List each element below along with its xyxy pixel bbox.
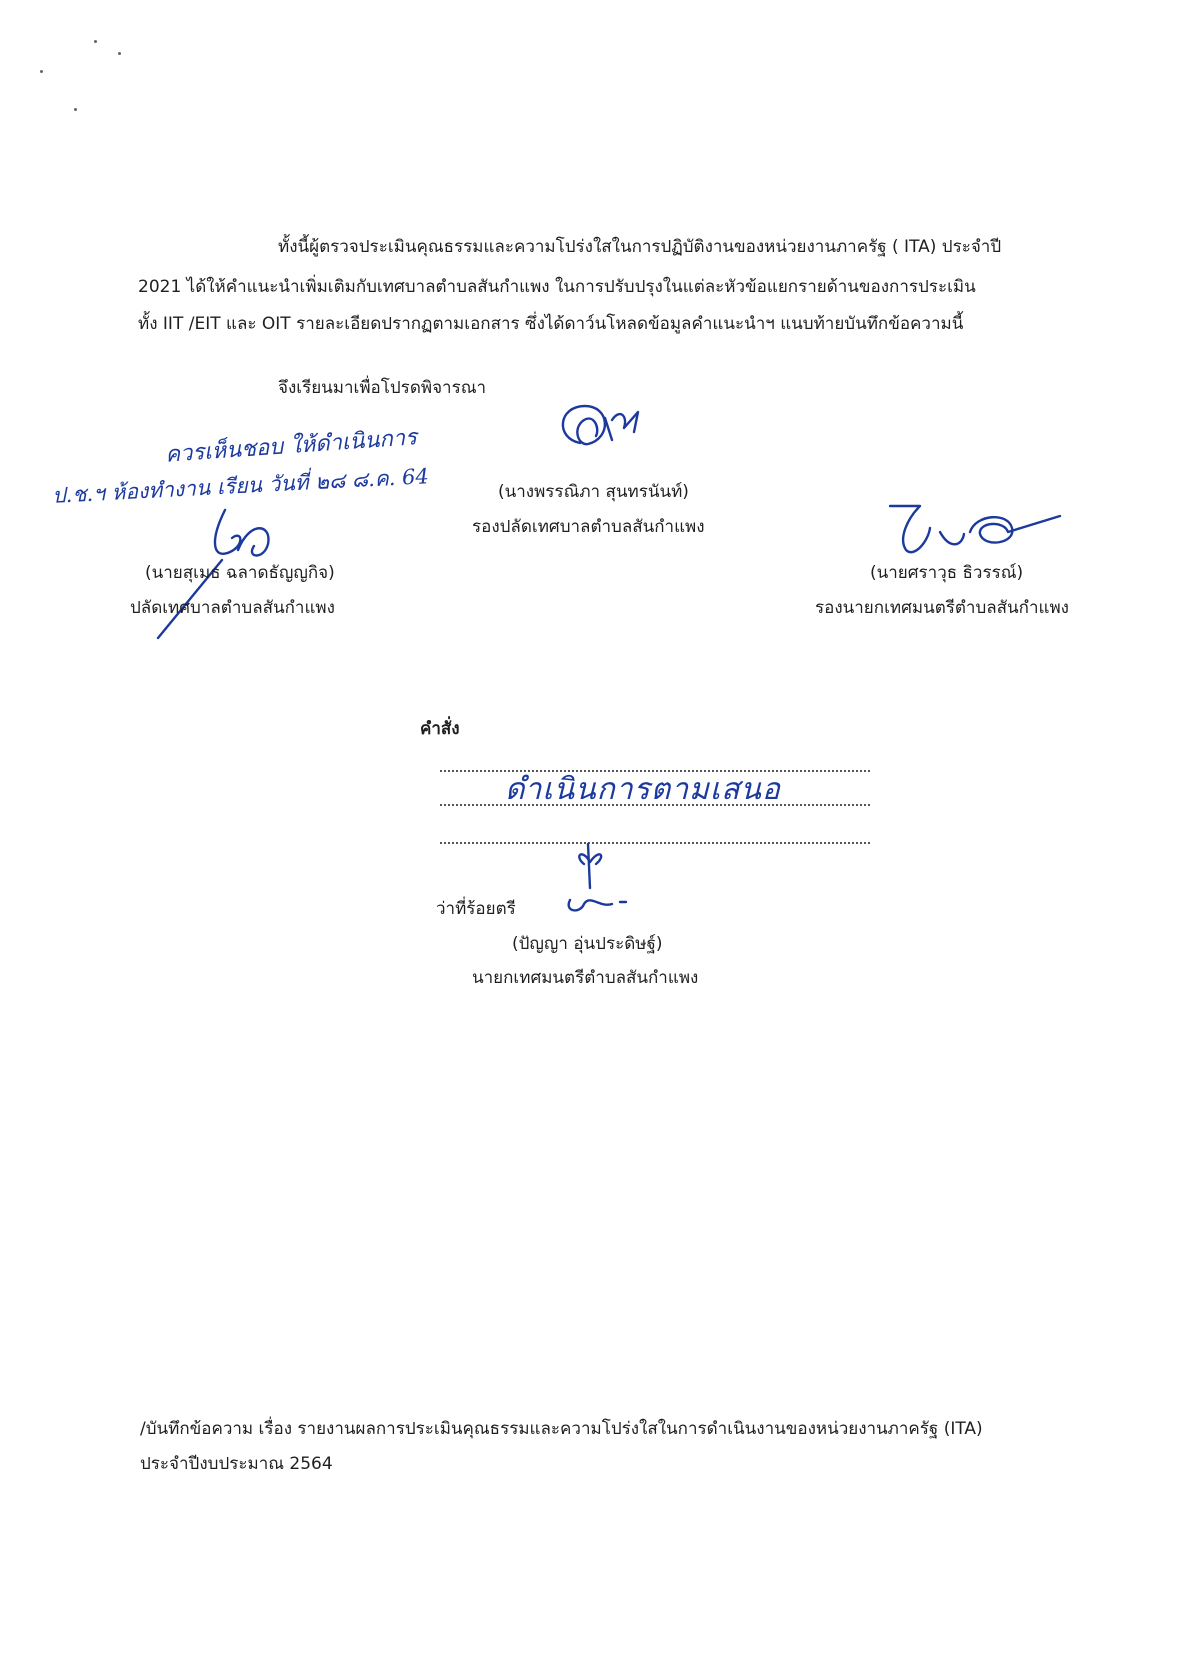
- footer-line-2: ประจำปีงบประมาณ 2564: [140, 1454, 333, 1474]
- deputy-mayor-position: รองนายกเทศมนตรีตำบลสันกำแพง: [815, 598, 1069, 618]
- footer-line-1: /บันทึกข้อความ เรื่อง รายงานผลการประเมินคุณธรรมและความโปร่งใสในการดำเนินงานของหน่วยงานภาครัฐ (ITA): [140, 1419, 983, 1439]
- mayor-rank: ว่าที่ร้อยตรี: [436, 899, 516, 919]
- order-line-3: [440, 842, 870, 844]
- order-heading: คำสั่ง: [420, 719, 460, 739]
- signature-deputy-mayor: [880, 498, 1070, 560]
- order-handwritten-text: ดำเนินการตามเสนอ: [505, 772, 781, 807]
- deputy-clerk-position: รองปลัดเทศบาลตำบลสันกำแพง: [472, 517, 705, 537]
- scan-speck: [40, 70, 43, 73]
- mayor-position: นายกเทศมนตรีตำบลสันกำแพง: [472, 968, 699, 988]
- deputy-clerk-name: (นางพรรณิภา สุนทรนันท์): [498, 482, 689, 502]
- scan-speck: [74, 108, 77, 111]
- body-line-1: ทั้งนี้ผู้ตรวจประเมินคุณธรรมและความโปร่งใสในการปฏิบัติงานของหน่วยงานภาครัฐ ( ITA) ประจำปี: [278, 237, 1002, 257]
- scan-speck: [118, 52, 121, 55]
- clerk-position: ปลัดเทศบาลตำบลสันกำแพง: [130, 598, 335, 618]
- order-line-2: [440, 804, 870, 806]
- signature-mayor: [560, 838, 640, 918]
- mayor-name: (ปัญญา อุ่นประดิษฐ์): [512, 934, 663, 954]
- scan-speck: [94, 40, 97, 43]
- body-line-3: ทั้ง IIT /EIT และ OIT รายละเอียดปรากฏตามเอกสาร ซึ่งได้ดาว์นโหลดข้อมูลคำแนะนำฯ แนบท้ายบันทึกข้อความนี้: [138, 314, 964, 334]
- closing-line: จึงเรียนมาเพื่อโปรดพิจารณา: [278, 378, 487, 398]
- handwritten-note-line-2: ป.ช.ฯ ห้องทำงาน เรียน วันที่ ๒๘ ๘.ค. 64: [51, 464, 430, 508]
- body-line-2: 2021 ได้ให้คำแนะนำเพิ่มเติมกับเทศบาลตำบลสันกำแพง ในการปรับปรุงในแต่ละหัวข้อแยกรายด้านของการประเมิน: [138, 277, 976, 297]
- signature-deputy-clerk: [550, 398, 660, 463]
- clerk-name: (นายสุเมธ ฉลาดธัญญกิจ): [145, 563, 335, 583]
- deputy-mayor-name: (นายศราวุธ ธิวรรณ์): [870, 563, 1024, 583]
- handwritten-note-line-1: ควรเห็นชอบ ให้ดำเนินการ: [164, 425, 418, 468]
